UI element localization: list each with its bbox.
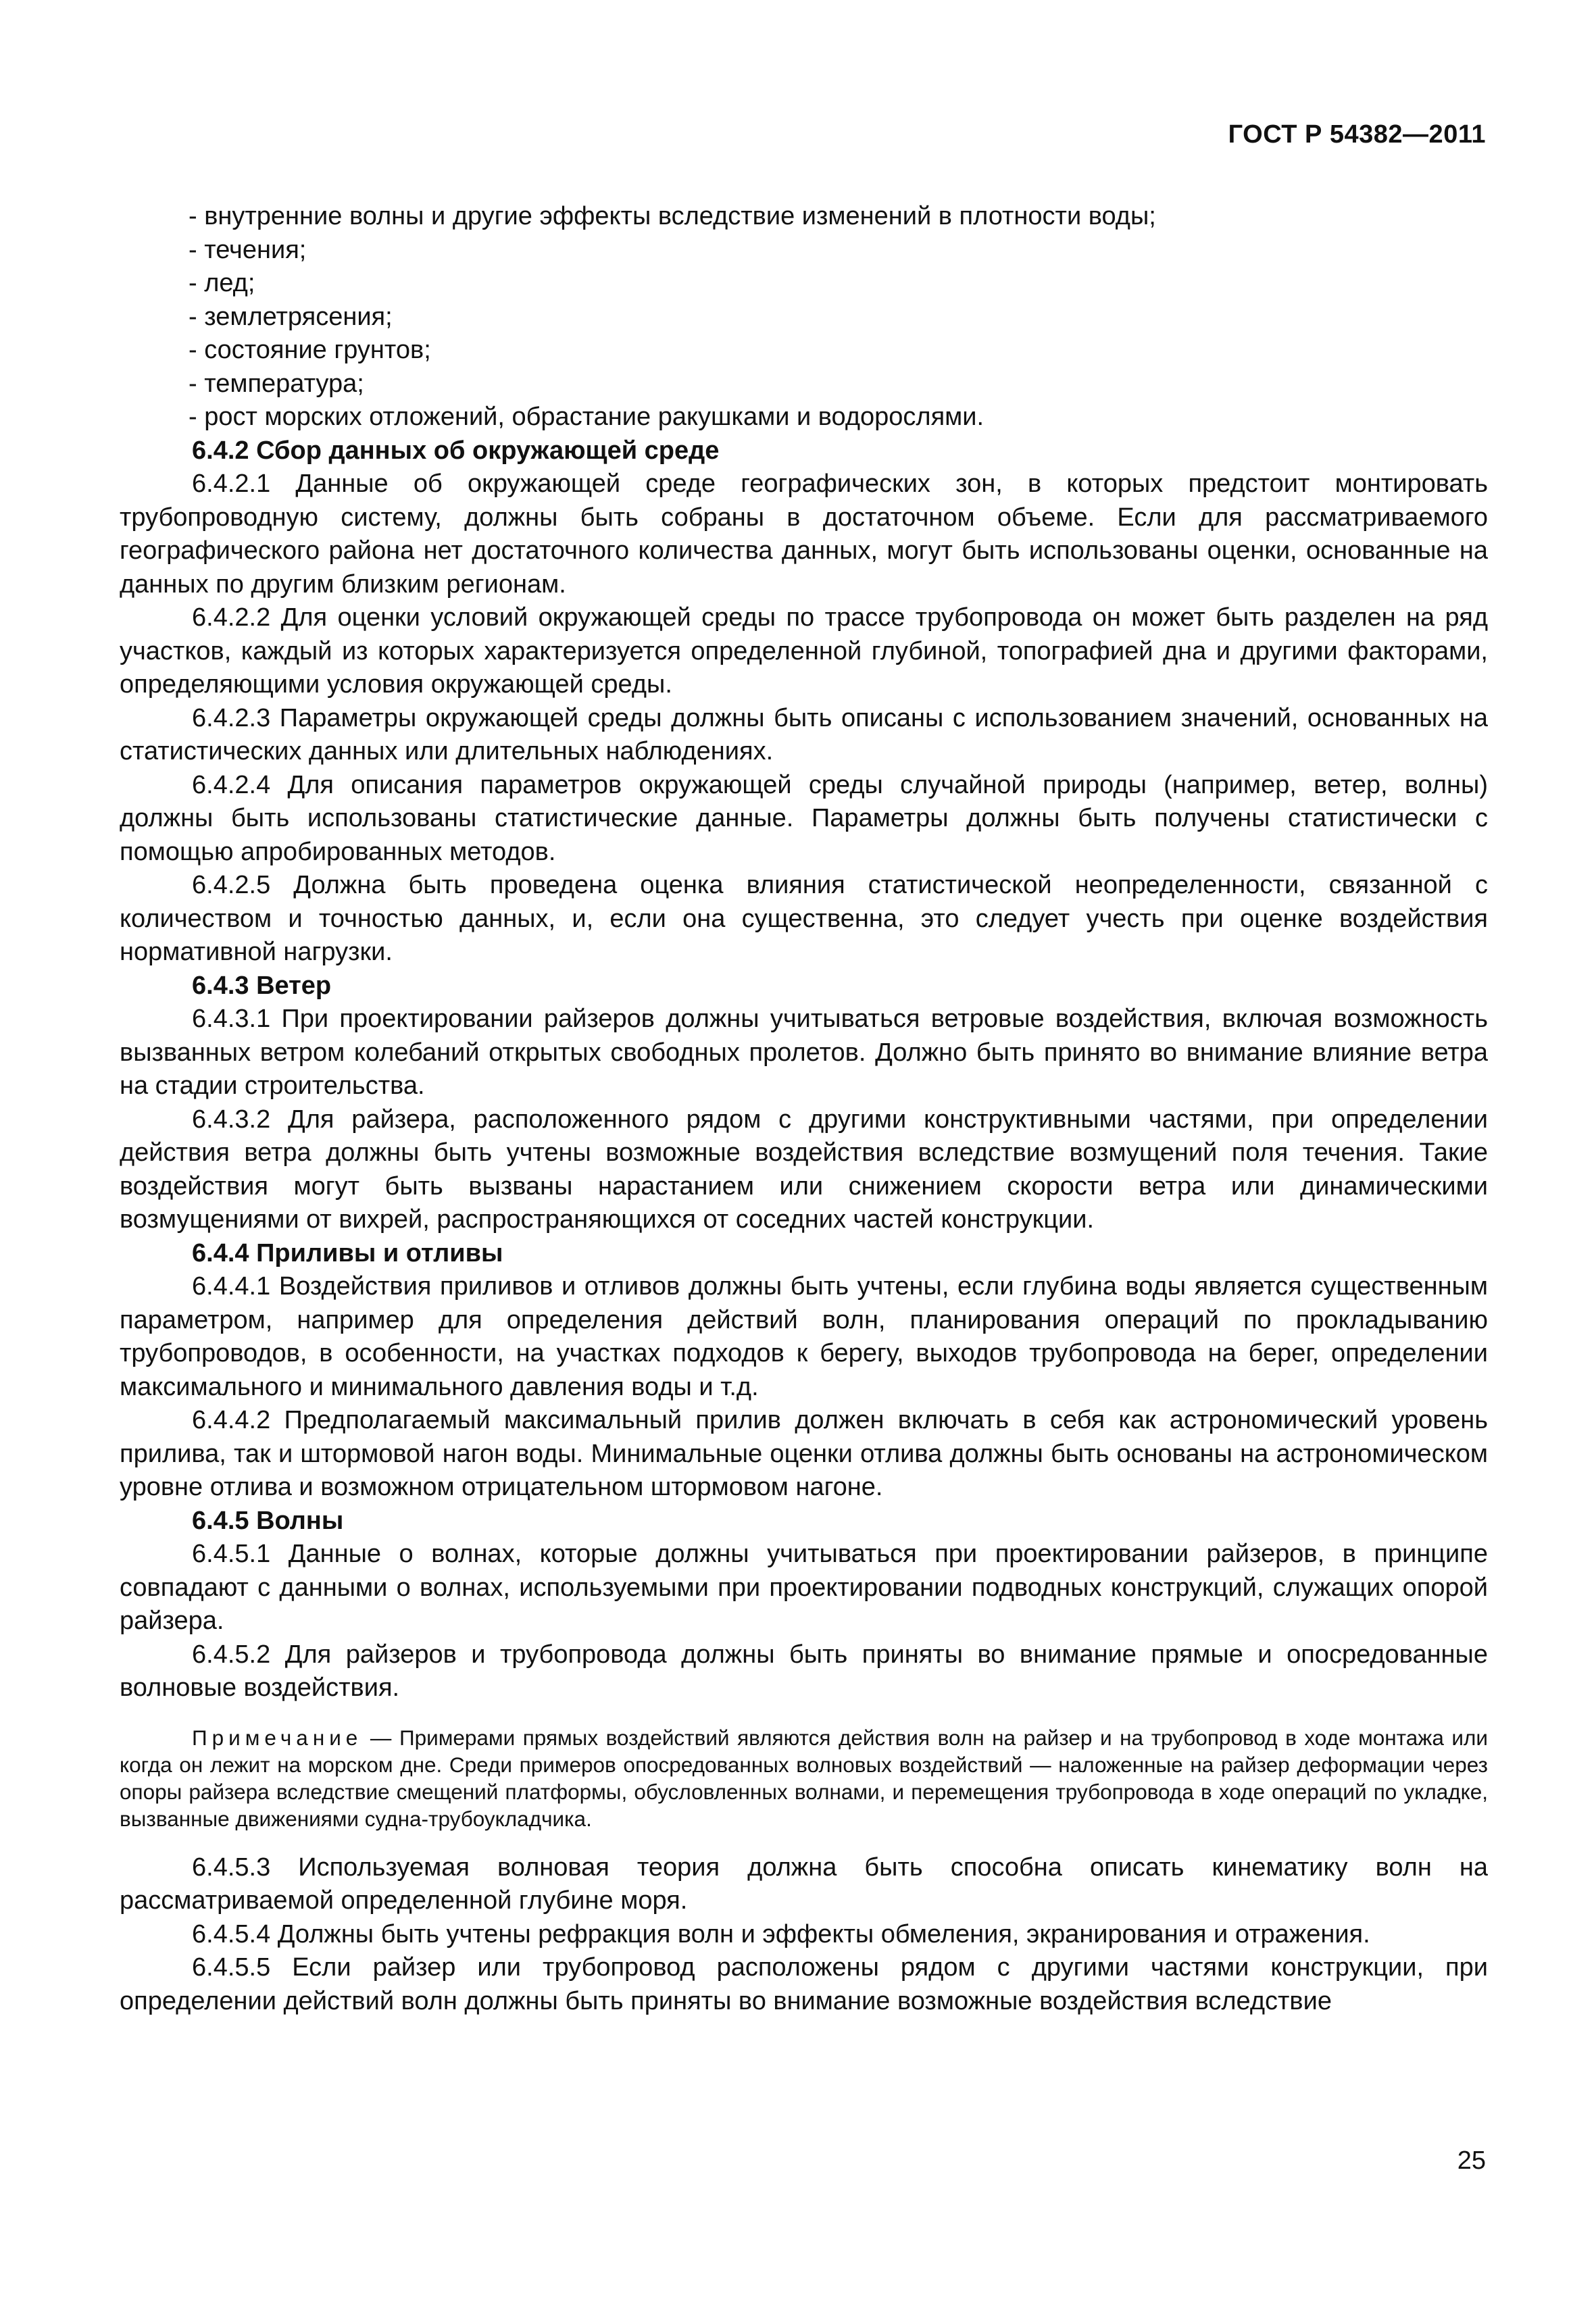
list-item: - лед; [189, 269, 255, 297]
section-heading-6-4-2: 6.4.2 Сбор данных об окружающей среде [192, 436, 720, 465]
note-block [120, 1724, 1488, 1832]
paragraph-6-4-5-3: 6.4.5.3 Используемая волновая теория должна быть способна описать кинематику волн на рассматриваемой определенной глубине моря. [120, 1853, 1488, 1915]
list-item: - течения; [189, 235, 307, 264]
paragraph-6-4-5-4: 6.4.5.4 Должны быть учтены рефракция волн и эффекты обмеления, экранирования и отражения. [192, 1919, 1370, 1948]
paragraph-6-4-2-1: 6.4.2.1 Данные об окружающей среде географических зон, в которых предстоит монтировать трубопроводную систему, должны быть собраны в достаточном объеме. Если для рассматриваемого географического района нет достаточного количества данных, могут быть использованы оценки, основанные на данных по другим близким регионам. [120, 470, 1488, 599]
section-heading-6-4-4: 6.4.4 Приливы и отливы [192, 1238, 503, 1267]
paragraph-6-4-5-5: 6.4.5.5 Если райзер или трубопровод расположены рядом с другими частями конструкции, при определении действий волн должны быть приняты во внимание возможные воздействия вследствие [120, 1953, 1488, 2015]
list-item: - температура; [189, 369, 364, 398]
list-item: - землетрясения; [189, 302, 393, 331]
list-item: - состояние грунтов; [189, 336, 431, 364]
page-number: 25 [1457, 2146, 1486, 2175]
paragraph-6-4-3-2: 6.4.3.2 Для райзера, расположенного рядом с другими конструктивными частями, при определении действия ветра должны быть учтены возможные воздействия вследствие возмущений поля течения. Такие воздействия могут быть вызваны нарастанием или снижением скорости ветра или динамическими возмущениями от вихрей, распространяющихся от соседних частей конструкции. [120, 1105, 1488, 1234]
note-label: Примечание [192, 1725, 363, 1750]
document-body [120, 200, 1488, 2018]
list-item: - рост морских отложений, обрастание ракушками и водорослями. [189, 403, 984, 431]
paragraph-6-4-4-1: 6.4.4.1 Воздействия приливов и отливов должны быть учтены, если глубина воды является существенным параметром, например для определения действий волн, планирования операций по прокладыванию трубопроводов, в особенности, на участках подходов к берегу, выходов трубопровода на берег, определении максимального и минимального давления воды и т.д. [120, 1272, 1488, 1401]
list-item: - внутренние волны и другие эффекты вследствие изменений в плотности воды; [189, 202, 1156, 230]
section-heading-6-4-3: 6.4.3 Ветер [192, 971, 332, 1000]
section-heading-6-4-5: 6.4.5 Волны [192, 1506, 344, 1535]
paragraph-6-4-2-3: 6.4.2.3 Параметры окружающей среды должны быть описаны с использованием значений, основанных на статистических данных или длительных наблюдениях. [120, 703, 1488, 765]
note-text: — Примерами прямых воздействий являются действия волн на райзер и на трубопровод в ходе монтажа или когда он лежит на морском дне. Среди примеров опосредованных волновых воздействий — наложенные на райзер деформации через опоры райзера вследствие смещений платформы, обусловленных волнами, и перемещения трубопровода в ходе операций по укладке, вызванные движениями судна-трубоукладчика. [120, 1725, 1488, 1831]
paragraph-6-4-3-1: 6.4.3.1 При проектировании райзеров должны учитываться ветровые воздействия, включая возможность вызванных ветром колебаний открытых свободных пролетов. Должно быть принято во внимание влияние ветра на стадии строительства. [120, 1005, 1488, 1100]
paragraph-6-4-5-1: 6.4.5.1 Данные о волнах, которые должны учитываться при проектировании райзеров, в принципе совпадают с данными о волнах, используемыми при проектировании подводных конструкций, служащих опорой райзера. [120, 1540, 1488, 1635]
paragraph-6-4-2-5: 6.4.2.5 Должна быть проведена оценка влияния статистической неопределенности, связанной с количеством и точностью данных, и, если она существенна, это следует учесть при оценке воздействия нормативной нагрузки. [120, 871, 1488, 966]
paragraph-6-4-2-4: 6.4.2.4 Для описания параметров окружающей среды случайной природы (например, ветер, волны) должны быть использованы статистические данные. Параметры должны быть получены статистически с помощью апробированных методов. [120, 770, 1488, 866]
document-header: ГОСТ Р 54382—2011 [1228, 120, 1486, 149]
paragraph-6-4-5-2: 6.4.5.2 Для райзеров и трубопровода должны быть приняты во внимание прямые и опосредованные волновые воздействия. [120, 1640, 1488, 1702]
paragraph-6-4-2-2: 6.4.2.2 Для оценки условий окружающей среды по трассе трубопровода он может быть разделен на ряд участков, каждый из которых характеризуется определенной глубиной, топографией дна и другими факторами, определяющими условия окружающей среды. [120, 603, 1488, 699]
paragraph-6-4-4-2: 6.4.4.2 Предполагаемый максимальный прилив должен включать в себя как астрономический уровень прилива, так и штормовой нагон воды. Минимальные оценки отлива должны быть основаны на астрономическом уровне отлива и возможном отрицательном штормовом нагоне. [120, 1406, 1488, 1501]
